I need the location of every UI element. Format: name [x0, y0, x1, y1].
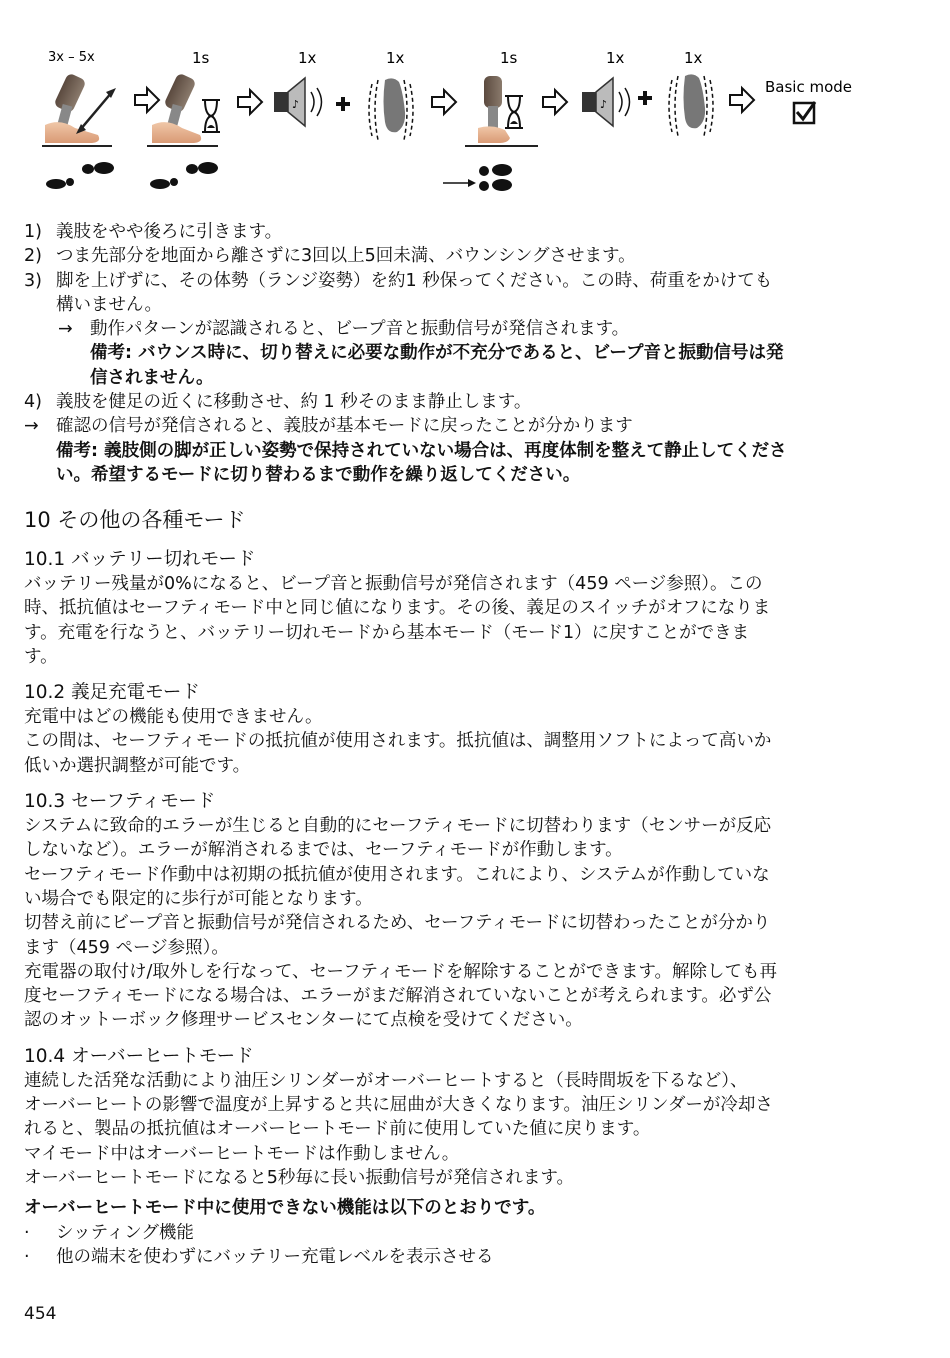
bullet-dot: · [24, 1246, 30, 1267]
beep-speaker-icon [274, 78, 322, 126]
bullet-dot: · [24, 1222, 30, 1243]
beep-speaker-icon [582, 78, 630, 126]
paragraph-line: 度セーフティモードになる場合は、エラーがまだ解消されていないことが考えられます。必ず公 [24, 986, 772, 1007]
step-3-result [24, 317, 904, 341]
paragraph-line: 低いか選択調整が可能です。 [24, 755, 251, 776]
subsection-10-2 [24, 680, 904, 778]
label-beep-2: 1x [606, 49, 625, 67]
subsection-title: 10.4 オーバーヒートモード [24, 1045, 254, 1067]
step-3-note-line: 信されません。 [90, 367, 214, 388]
paragraph-line: 充電中はどの機能も使用できません。 [24, 707, 323, 728]
step-3 [24, 269, 904, 318]
paragraph-line: しないなど）。エラーが解消されるまでは、セーフティモードが作動します。 [24, 840, 623, 861]
next-arrow-icon [238, 90, 262, 114]
label-vib-1: 1x [386, 49, 405, 67]
paragraph-line: マイモード中はオーバーヒートモードは作動しません。 [24, 1143, 460, 1164]
paragraph-line: れると、製品の抵抗値はオーバーヒートモード前に使用していた値に戻ります。 [24, 1119, 651, 1140]
prosthesis-bounce-icon [42, 72, 116, 146]
section-10 [24, 505, 904, 1280]
subsection-title: 10.3 セーフティモード [24, 791, 216, 813]
subsection-title: 10.1 バッテリー切れモード [24, 549, 256, 570]
label-beep-1: 1x [298, 49, 317, 67]
section-title: 10 その他の各種モード [24, 508, 246, 532]
bullet-item [24, 1245, 904, 1269]
label-hold-1: 1s [192, 49, 210, 67]
paragraph-line: 充電器の取付け/取外しを行なって、セーフティモードを解除することができます。解除しても再 [24, 961, 777, 982]
paragraph-line: 時、抵抗値はセーフティモード中と同じ値になります。その後、義足のスイッチがオフになりま [24, 598, 771, 619]
final-note-line: い。希望するモードに切り替わるまで動作を繰り返してください。 [56, 464, 581, 485]
subsection-title: 10.2 義足充電モード [24, 682, 200, 704]
prosthesis-hold-icon [147, 72, 218, 146]
next-arrow-icon [543, 90, 567, 114]
result-arrow-icon: → [58, 319, 73, 340]
footprints-together-icon [443, 164, 512, 191]
paragraph-line: システムに致命的エラーが生じると自動的にセーフティモードに切替わります（センサーが反応 [24, 816, 772, 837]
result-arrow-icon: → [24, 416, 39, 437]
paragraph-line: す。充電を行なうと、バッテリー切れモードから基本モード（モード1）に戻すことができま [24, 622, 750, 643]
step-text-line: 構いません。 [56, 294, 163, 315]
step-4 [24, 390, 904, 414]
final-result [24, 414, 904, 438]
paragraph-line: セーフティモード作動中は初期の抵抗値が使用されます。これにより、システムが作動していな [24, 864, 770, 885]
label-bounce: 3x – 5x [48, 50, 95, 65]
hourglass-icon [202, 100, 220, 132]
step-number: 4) [24, 392, 42, 413]
paragraph-line: 切替え前にビープ音と振動信号が発信されるため、セーフティモードに切替わったことが分かり [24, 913, 771, 934]
paragraph-line: ます（459 ページ参照）。 [24, 937, 229, 958]
footprints-icon [46, 162, 114, 189]
step-1 [24, 220, 904, 244]
footprints-icon [150, 162, 218, 189]
step-3-note-line: 備考: バウンス時に、切り替えに必要な動作が不充分であると、ビープ音と振動信号は発 [90, 343, 784, 364]
paragraph-line: オーバーヒートの影響で温度が上昇すると共に屈曲が大きくなります。油圧シリンダーが冷却さ [24, 1095, 773, 1116]
subsection-10-3 [24, 789, 904, 1033]
plus-icon [336, 97, 350, 111]
procedure-steps [24, 220, 904, 487]
label-vib-2: 1x [684, 49, 703, 67]
instruction-figure [0, 0, 950, 210]
paragraph-line: 連続した活発な活動により油圧シリンダーがオーバーヒートすると（長時間坂を下るなど）、 [24, 1070, 748, 1091]
result-text: 動作パターンが認識されると、ビープ音と振動信号が発信されます。 [90, 319, 630, 340]
label-basic-mode: Basic mode [765, 78, 853, 96]
subsection-10-1 [24, 547, 904, 669]
page-number: 454 [24, 1304, 57, 1324]
paragraph-line: オーバーヒートモードになると5秒毎に長い振動信号が発信されます。 [24, 1167, 574, 1188]
unavailable-functions-heading: オーバーヒートモード中に使用できない機能は以下のとおりです。 [24, 1198, 546, 1219]
paragraph-line: 認のオットーボック修理サービスセンターにて点検を受けてください。 [24, 1010, 583, 1031]
subsection-10-4 [24, 1044, 904, 1269]
step-text: つま先部分を地面から離さずに3回以上5回未満、バウンシングさせます。 [56, 246, 636, 267]
paragraph-line: この間は、セーフティモードの抵抗値が使用されます。抵抗値は、調整用ソフトによって高いか [24, 731, 772, 752]
step-number: 3) [24, 270, 42, 291]
result-text: 確認の信号が発信されると、義肢が基本モードに戻ったことが分かります [56, 416, 633, 437]
svg-text:♪: ♪ [600, 98, 608, 111]
step-text-line: 脚を上げずに、その体勢（ランジ姿勢）を約1 秒保ってください。この時、荷重をかけても [56, 270, 773, 291]
checked-box-icon [794, 102, 815, 123]
plus-icon [638, 91, 652, 105]
bullet-item [24, 1221, 904, 1245]
bullet-text: 他の端末を使わずにバッテリー充電レベルを表示させる [56, 1246, 494, 1267]
step-number: 1) [24, 222, 42, 242]
final-note-line: 備考: 義肢側の脚が正しい姿勢で保持されていない場合は、再度体制を整えて静止してくださ [56, 440, 787, 461]
paragraph-line: す。 [24, 646, 58, 667]
paragraph-line: バッテリー残量が0%になると、ビープ音と振動信号が発信されます（459 ページ参照）。この [24, 574, 763, 594]
step-number: 2) [24, 246, 42, 267]
prosthesis-upright-icon [465, 76, 538, 146]
next-arrow-icon [432, 90, 456, 114]
step-2 [24, 244, 904, 268]
bullet-text: シッティング機能 [56, 1222, 194, 1243]
step-text: 義肢をやや後ろに引きます。 [56, 222, 283, 242]
next-arrow-icon [730, 88, 754, 112]
paragraph-line: い場合でも限定的に歩行が可能となります。 [24, 888, 373, 909]
step-text: 義肢を健足の近くに移動させ、約 1 秒そのまま静止します。 [56, 392, 532, 413]
hourglass-icon [505, 96, 523, 128]
vibration-foot-icon [369, 78, 413, 140]
vibration-foot-icon [669, 74, 713, 136]
label-hold-2: 1s [500, 49, 518, 67]
next-arrow-icon [135, 88, 159, 112]
svg-text:♪: ♪ [292, 98, 300, 111]
